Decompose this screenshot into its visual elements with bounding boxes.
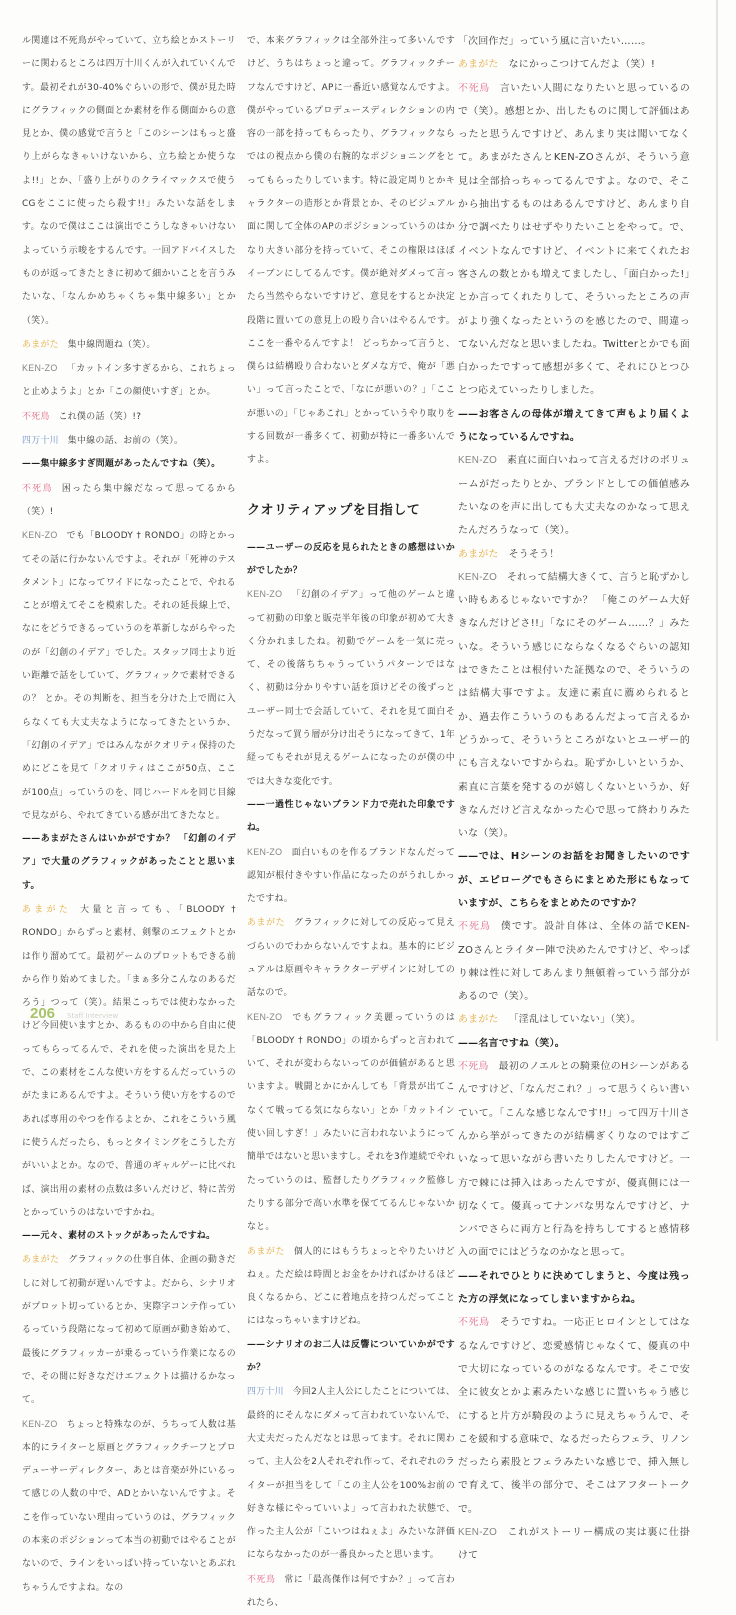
remark-text: 僕です。設計自体は、全体の話でKEN-ZOさんとライター陣で決めたんですけど、やっぱり棘は性に対してあんまり無頓着っていう部分があるので（笑）。: [458, 921, 691, 1003]
remark-text: 「淫乱はしていない」（笑）。: [508, 1014, 642, 1026]
speaker-remark: [22, 1248, 236, 1412]
page-footer: [30, 1005, 118, 1022]
remark-text: 大量と言っても、「BLOODY † RONDO」からずっと素材、剣撃のエフェクトとかは作り溜めてて。最初ゲームのプロットもできる前から作り始めてました。「まぁ多分こんなのあるだろう」つって（笑）。結果こっちでは使わなかったけど今回使いますとか、あるものの中から自由に使ってもらってるんで、それを使った演出を見た上で、この素材をこんな使い方をするんだっていうのがたまにあるんですよ。そういう使い方をするのであれば専用のやつを作るよとか、これをこういう風に使うんだったら、もっとタイミングをこうした方がいいよとか。なので、普通のギャルゲーに比べれば、演出用の素材の点数は多いんだけど、特に苦労とかっていうのはないですかね。: [22, 904, 236, 1218]
remark-text: これ僕の話（笑）!?: [58, 411, 142, 422]
remark-text: なにかっこつけてんだよ（笑）!: [508, 59, 656, 71]
continued-paragraph: ル関連は不死鳥がやっていて、立ち絵とかストーリーに関わるところは四万十川くんが入れていくんです。最初それが30-40%ぐらいの形で、僕が見た時にグラフィックの側面とか素材を作る側面からの意見とか、僕の感覚で言うと「このシーンはもっと盛り上がらなきゃいけないから、立ち絵とか使うなよ!!」とか、「盛り上がりのクライマックスで使うCGをここに使ったら殺す!!」みたいな話をします。なので僕はここは演出でこうしなきゃいけないよっていう示唆をするんです。一回アドバイスしたものが返ってきたときに初めて細かいことを言うみたいな、「なんかめちゃくちゃ集中線多い」とか（笑）。: [22, 36, 236, 326]
remark-text: 集中線問題ね（笑）。: [67, 339, 156, 350]
remark-text: 今回2人主人公にしたことについては、最終的にそんなにダメって言われていないんで、大丈夫だったんだなとは思ってます。それに関わって、主人公を2人それぞれ作って、それぞれのライターが担当をして「この主人公を100%お前の好きな様にやっていいよ」って言われた状態で、作った主人公が「こいつはねぇよ」みたいな評価にならなかったのが一番良かったと思います。: [247, 1387, 455, 1561]
continued-paragraph: で、本来グラフィックは全部外注って多いんですけど、うちはちょっと違って。グラフィックチーフなんですけど、APに一番近い感覚なんですよ。僕がやっているプロデュースディレクションの内容の一部を持ってもらったり、グラフィックならではの視点から僕の右腕的なポジショニングをとってもらったりしています。特に設定周りとかキャラクターの造形とか背景とか、そのビジュアル面に関して全体のAPのポジションっていうのはかなり大きい部分を持っていて、そこの権限はほぼイーブンにしてるんです。僕が絶対ダメって言ったら当然やらないですけど、意見をするとか決定段階に置いての意見上の殴り合いはやるんです。ここを一番やるんですよ！ どっちかって言うと、僕らは結構殴り合わないとダメな方で、俺が「悪い」って言ったことで、「なにが悪いの？」「ここが悪いの」「じゃあこれ」とかっていうやり取りをする回数が一番多くて、初動が特に一番多いんですよ。: [247, 36, 455, 466]
remark-text: 「カットイン多すぎるから、これちょっと止めようよ」とか「この顔使いすぎ」とか。: [22, 364, 236, 398]
remark-text: これがストーリー構成の実は裏に仕掛けて: [458, 1527, 690, 1562]
speaker-name: KEN-ZO: [22, 530, 58, 541]
speaker-name: KEN-ZO: [458, 571, 498, 583]
speaker-name: KEN-ZO: [247, 846, 283, 857]
page-edge-shadow: [716, 0, 718, 1041]
article-column-2: [247, 30, 455, 1615]
remark-text: でもグラフィック美麗っていうのは「BLOODY † RONDO」の頃からずっと言われていて、それが変わらないってのが価値があると思いますよ。戦闘とかにかんしても「背景が出てこなくて戦ってる気にならない」とか「カットイン使い回しすぎ！」みたいに言われないようにって簡単ではないと思いますし。それを3作連続でやれたっていうのは、監督したりグラフィック監修したりする部分で高い水準を保ててるんじゃないかなと。: [247, 1012, 455, 1233]
speaker-remark: [458, 1521, 690, 1568]
article-column-1: [22, 30, 236, 1600]
speaker-name: 四万十川: [247, 1386, 284, 1397]
remark-text: 面白いものを作るブランドなんだって認知が根付きやすい作品になったのがうれしかったですね。: [247, 847, 455, 905]
speaker-remark: [458, 77, 690, 403]
speaker-name: あまがた: [458, 59, 499, 71]
speaker-remark: [22, 357, 236, 405]
speaker-remark: [458, 449, 690, 542]
speaker-name: KEN-ZO: [458, 1527, 498, 1538]
speaker-name: あまがた: [22, 1254, 60, 1265]
interviewer-question: ——あまがたさんはいかがですか？ 「幻創のイデア」で大量のグラフィックがあったことと思います。: [22, 834, 236, 891]
speaker-name: あまがた: [458, 1014, 499, 1026]
remark-text: 集中線の話、お前の（笑）。: [67, 436, 184, 447]
remark-text: でも「BLOODY † RONDO」の時とかってその話に行かないんですよ。それが「死神のテスタメント」になってワイドになったことで、やれることが増えてそこを模索した。それの延長線上で、なにをどうできるっていうのを革新しながらやったのが「幻創のイデア」でした。スタッフ同士より近い距離で話をしていて、グラフィックで素材できるの？ とか。その判断を、担当を分けた上で間に入らなくても大丈夫なようになってきたというか、「幻創のイデア」ではみんながクオリティ保持のためにどこを見て「クオリティはここが50点、ここが100点」っていうのを、同じハードルを同じ目線で見ながら、やれてきている感が出てきたなと。: [22, 531, 236, 821]
speaker-name: KEN-ZO: [458, 455, 498, 467]
speaker-name: 不死鳥: [458, 921, 492, 933]
section-heading: クオリティアップを目指して: [247, 502, 421, 518]
remark-text: それって結構大きくて、言うと恥ずかしい時もあるじゃないですか？ 「俺このゲーム大好きなんだけどさ!!」「なにそのゲーム……？」みたいな。そういう感じにならなくなるぐらいの認知はできたことは根付いた証拠なので、そういうのは結構大事ですよ。友達に素直に薦められるとか、過去作こういうのもあるんだよって言えるかどうかって、そういうところがないとユーザー的にも言えないですからね。恥ずかしいというか、素直に言葉を発するのが嬉しくないというか、好きなんだけど言えなかった心で思って終わりみたいな（笑）。: [458, 571, 690, 840]
speaker-name: あまがた: [22, 903, 72, 914]
speaker-remark: [22, 477, 236, 525]
speaker-name: KEN-ZO: [247, 589, 283, 600]
interviewer-question: ——名言ですね（笑）。: [458, 1037, 565, 1049]
interviewer-question: ——お客さんの母体が増えてきて声もより届くようになっているんですね。: [458, 408, 690, 444]
remark-text: 個人的にはもうちょっとやりたいけどねぇ。ただ絵は時間とお金をかければかけるほど良くなるから、どこに着地点を持つんだってことにはなっちゃいますけどね。: [247, 1246, 455, 1327]
speaker-remark: [458, 566, 690, 846]
speaker-remark: [247, 1240, 455, 1334]
speaker-remark: [22, 333, 236, 357]
interviewer-question: ——一過性じゃないブランド力で売れた印象ですね。: [247, 799, 455, 834]
speaker-name: 不死鳥: [247, 1573, 276, 1584]
speaker-name: あまがた: [247, 1245, 285, 1256]
speaker-remark: [458, 1008, 690, 1031]
remark-text: 素直に面白いねって言えるだけのボリュームがだったりとか、ブランドとしての価値感みたいなのを声に出しても大丈夫なのかなって思えたんだろうなって（笑）。: [458, 455, 690, 537]
remark-text: そうそう！: [508, 548, 560, 560]
speaker-remark: [247, 1380, 455, 1567]
remark-text: グラフィックの仕事自体、企画の動きだしに対して初動が遅いんですよ。だから、シナリオがプロット切っているとか、実際字コンテ作っているっていう段階になって初めて原画が動き始めて、最後にグラフィッカーが乗るっていう作業になるので、その間に好きなだけエフェクトは描けるかなって。: [22, 1255, 236, 1406]
speaker-name: あまがた: [22, 338, 59, 349]
speaker-name: 不死鳥: [458, 82, 490, 94]
speaker-remark: [458, 543, 690, 566]
interviewer-question: ——では、Hシーンのお話をお聞きしたいのですが、エピローグでもさらにまとめた形にもなっていますが、こちらをまとめたのですか？: [458, 851, 690, 909]
speaker-name: あまがた: [458, 548, 499, 560]
remark-text: 「幻創のイデア」って他のゲームと違って初動の印象と販売半年後の印象が初めて大きく分かれましたね。初動でゲームを一気に売って、その後落ちちゃうっていうパターンではなく、初動は分かりやすい話を頂けどその後ずっとユーザー同士で会話していて、それを見て面白そうだなって買う層が分け出そうになってきて、1年経ってもそれが見えるゲームになったのが僕の中では大きな変化です。: [247, 590, 455, 787]
speaker-name: KEN-ZO: [22, 1418, 58, 1429]
interviewer-question: ——集中線多すぎ問題があったんですね（笑）。: [22, 459, 221, 470]
speaker-remark: [22, 429, 236, 453]
speaker-remark: [22, 1413, 236, 1600]
speaker-remark: [22, 405, 236, 429]
article-column-3: [458, 30, 690, 1568]
remark-text: そうですね。一応正ヒロインとしてはなるなんですけど、恋愛感情じゃなくて、優真の中で大切になっているのがなるなんです。そこで安全に彼女とかよ素みたいな感じに置いちゃう感じにすると片方が騎段のように見えちゃうんで、そこを緩和する意味で、なるだったらフェラ、リノンだったら素股とフェラみたいな感じで、挿入無しで育えて、後半の部分で、そこはアフタートークで。: [458, 1317, 690, 1515]
continued-paragraph: 「次回作だ」っていう風に言いたい……。: [458, 36, 652, 47]
interviewer-question: ——元々、素材のストックがあったんですね。: [22, 1231, 216, 1242]
interviewer-question: ——ユーザーの反応を見られたときの感想はいかがでしたか？: [247, 542, 455, 576]
remark-text: 困ったら集中線だなって思ってるから（笑）!: [22, 483, 236, 517]
speaker-name: 不死鳥: [22, 410, 50, 421]
interviewer-question: ——シナリオのお二人は反響についていかがですか？: [247, 1339, 455, 1374]
speaker-name: 四万十川: [22, 435, 59, 446]
speaker-name: 不死鳥: [458, 1061, 489, 1073]
page-number: 206: [30, 1005, 56, 1022]
speaker-name: 不死鳥: [22, 482, 53, 493]
speaker-remark: [458, 1055, 690, 1265]
speaker-remark: [22, 524, 236, 828]
speaker-remark: [247, 583, 455, 794]
remark-text: ちょっと特殊なのが、うちって人数は基本的にライターと原画とグラフィックチーフとプロデューサーディレクター、あとは音楽が外にいるって感じの人数の中で、ADとかいないんですよ。そこを作っていない理由っていうのは、グラフィックの本来のポジションって本当の初動ではやることがないので、ラインをいっぱい持っていないとあぶれちゃうんですよね。なの: [22, 1419, 236, 1593]
speaker-remark: [247, 1568, 455, 1615]
speaker-name: あまがた: [247, 917, 286, 928]
speaker-name: KEN-ZO: [22, 363, 58, 374]
remark-text: 常に「最高傑作は何ですか？」って言われたら、: [247, 1574, 455, 1608]
speaker-remark: [458, 1311, 690, 1521]
speaker-remark: [247, 841, 455, 912]
running-title: Staff Interview: [67, 1012, 119, 1020]
speaker-name: 不死鳥: [458, 1317, 490, 1329]
remark-text: 言いたい人間になりたいと思っているので（笑）。感想とか、出したものに関して評価はあったと思うんですけど、あんまり実は聞いてなくて。あまがたさんとKEN-ZOさんが、そういう意見は全部拾っちゃってるんですよ。なので、そこから抽出するものはあるんですけど、あんまり自分で調べたりはせずやりたいことをやって。で、イベントなんですけど、イベントに来てくれたお客さんの数とかも増えてましたし、「面白かった!」とか言ってくれたりして、そういったところの声がより強くなったというのを感じたので、間違ってないんだなと思いましたね。Twitterとかでも面白かったですって感想が多くて、それにひとつひとつ応えていったりしました。: [458, 82, 690, 397]
speaker-remark: [458, 915, 690, 1008]
remark-text: グラフィックに対しての反応って見えづらいのでわからないんですよね。基本的にビジュアルは原画やキャラクターデザインに対しての話なので。: [247, 918, 456, 999]
speaker-name: KEN-ZO: [247, 1011, 283, 1022]
speaker-remark: [458, 53, 690, 76]
interviewer-question: ——それでひとりに決めてしまうと、今度は残った方の浮気になってしまいますからね。: [458, 1270, 690, 1306]
remark-text: 最初のノエルとの騎乗位のHシーンがあるんですけど、「なんだこれ？」って思うくらい書いていて。「こんな感じなんです!!」って四万十川さんから挙がってきたのが結構ぎくりなのではすごいなって思いながら書いたりしたんですけど。一方で棘には挿入はあったんですが、優真側には一切なくて。優真ってナンパな男なんですけど、ナンパでさらに両方と行為を持ちしてすると感情移入の面でにはどうなのかなと思って。: [458, 1061, 691, 1259]
speaker-remark: [22, 898, 236, 1225]
speaker-remark: [247, 911, 455, 1005]
